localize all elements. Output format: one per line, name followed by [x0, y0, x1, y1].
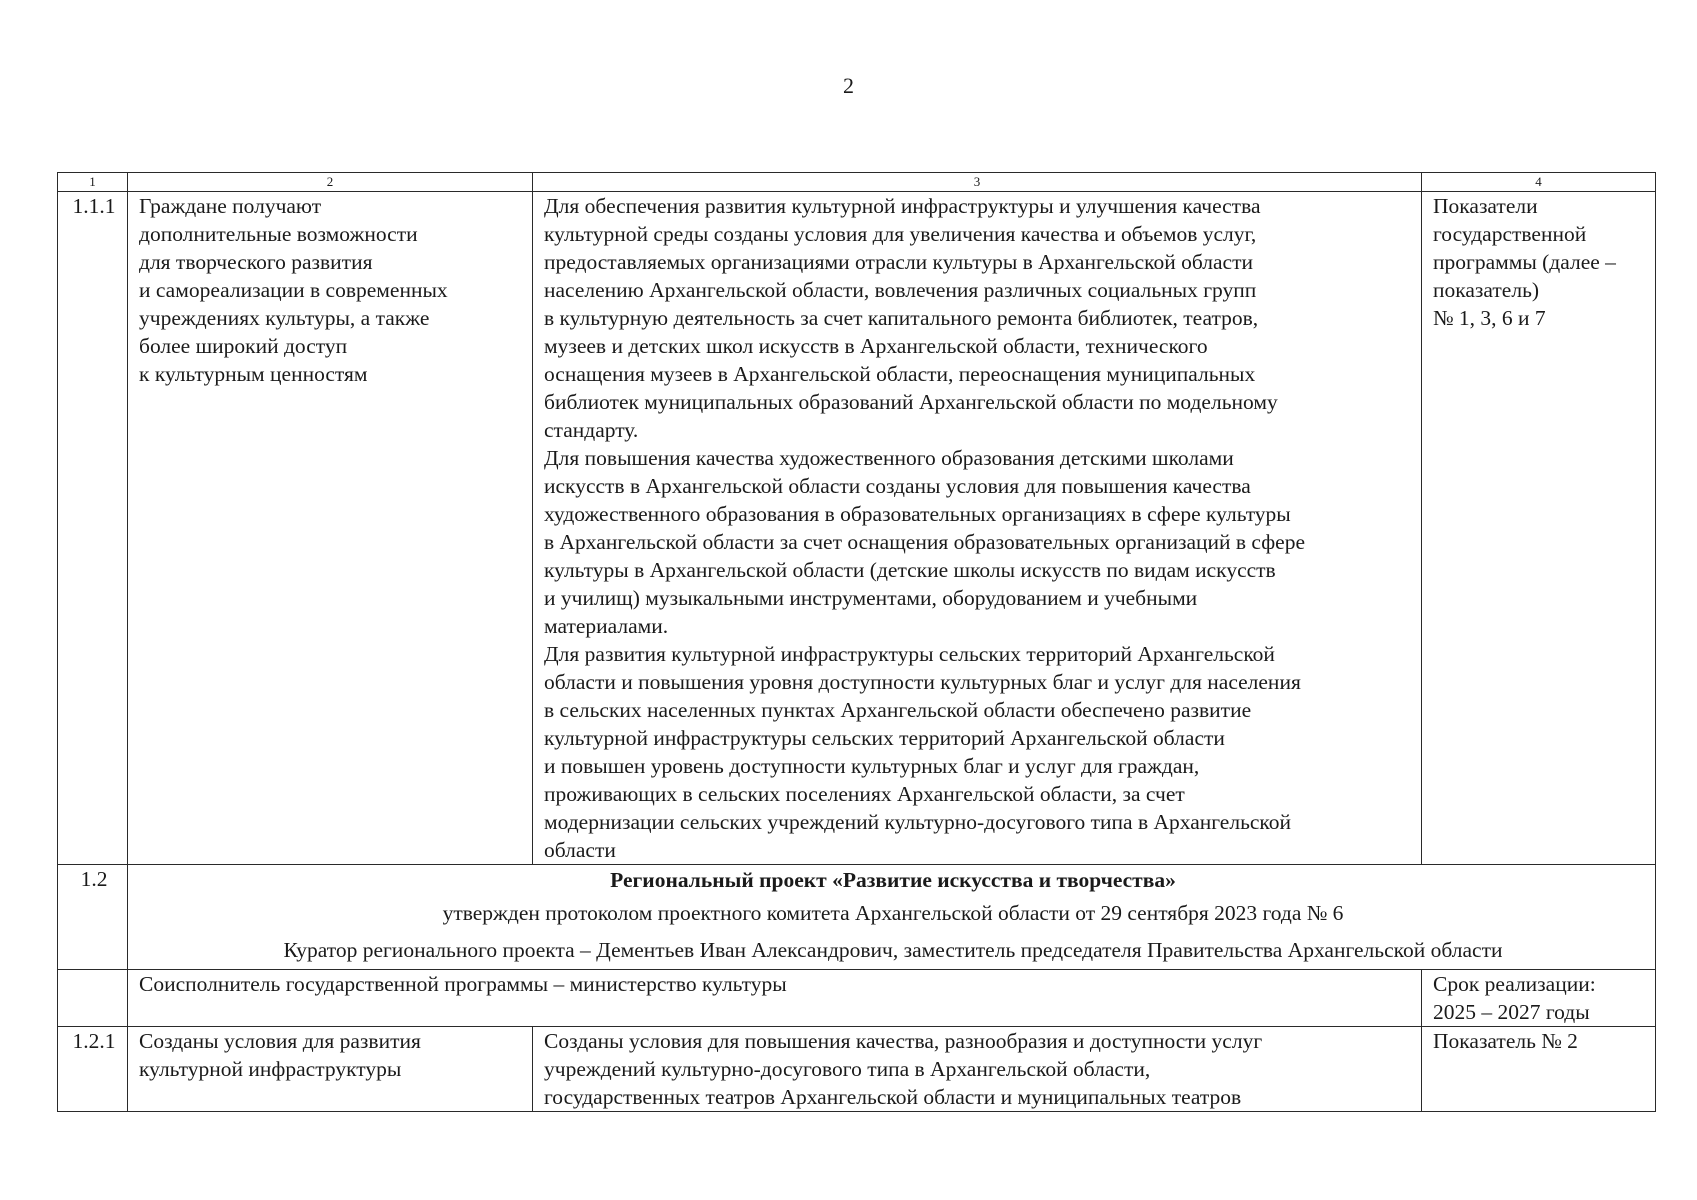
- indicator-line: Показатели: [1433, 194, 1538, 218]
- task-line: дополнительные возможности: [139, 222, 418, 246]
- description-line: и повышен уровень доступности культурных благ и услуг для граждан,: [544, 754, 1200, 778]
- empty-cell: [58, 970, 128, 1027]
- column-number-2: 2: [128, 173, 533, 192]
- row-number: 1.2: [58, 865, 128, 970]
- description-line: и училищ) музыкальными инструментами, оборудованием и учебными: [544, 586, 1198, 610]
- description-cell: [533, 192, 1422, 865]
- description-line: Для развития культурной инфраструктуры сельских территорий Архангельской: [544, 642, 1275, 666]
- description-line: учреждений культурно-досугового типа в Архангельской области,: [544, 1057, 1151, 1081]
- description-line: художественного образования в образовательных организациях в сфере культуры: [544, 502, 1291, 526]
- description-line: стандарту.: [544, 418, 639, 442]
- task-line: учреждениях культуры, а также: [139, 306, 430, 330]
- curator-line: Куратор регионального проекта – Дементьев Иван Александрович, заместитель председателя Правительства Архангельской области: [283, 938, 1503, 962]
- description-line: предоставляемых организациями отрасли культуры в Архангельской области: [544, 250, 1253, 274]
- description-line: искусств в Архангельской области созданы условия для повышения качества: [544, 474, 1251, 498]
- description-line: Для обеспечения развития культурной инфраструктуры и улучшения качества: [544, 194, 1261, 218]
- task-line: для творческого развития: [139, 250, 373, 274]
- column-number-1: 1: [58, 173, 128, 192]
- task-line: Граждане получают: [139, 194, 322, 218]
- table-row-1-1-1: [58, 192, 1656, 865]
- task-line: и самореализации в современных: [139, 278, 448, 302]
- description-line: области: [544, 838, 616, 862]
- term-line: Срок реализации:: [1433, 972, 1596, 996]
- column-number-row: [58, 173, 1656, 192]
- page-number: 2: [843, 73, 854, 98]
- approval-line: утвержден протоколом проектного комитета Архангельской области от 29 сентября 2023 года № 6: [442, 901, 1344, 925]
- row-number: 1.2.1: [58, 1027, 128, 1112]
- description-cell: [533, 1027, 1422, 1112]
- description-line: в культурную деятельность за счет капитального ремонта библиотек, театров,: [544, 306, 1259, 330]
- indicator-line: программы (далее –: [1433, 250, 1616, 274]
- description-line: государственных театров Архангельской области и муниципальных театров: [544, 1085, 1242, 1109]
- term-cell: [1422, 970, 1656, 1027]
- task-line: более широкий доступ: [139, 334, 348, 358]
- description-line: библиотек муниципальных образований Архангельской области по модельному: [544, 390, 1278, 414]
- task-line: Созданы условия для развития: [139, 1029, 421, 1053]
- indicator-line: № 1, 3, 6 и 7: [1433, 306, 1546, 330]
- program-table: [57, 172, 1656, 1112]
- description-line: оснащения музеев в Архангельской области, переоснащения муниципальных: [544, 362, 1256, 386]
- description-line: области и повышения уровня доступности культурных благ и услуг для населения: [544, 670, 1301, 694]
- regional-project-block: [128, 865, 1656, 970]
- description-line: культуры в Архангельской области (детские школы искусств по видам искусств: [544, 558, 1276, 582]
- coexecutor-text: Соисполнитель государственной программы – министерство культуры: [139, 972, 787, 996]
- description-line: музеев и детских школ искусств в Архангельской области, технического: [544, 334, 1208, 358]
- description-line: культурной среды созданы условия для увеличения качества и объемов услуг,: [544, 222, 1257, 246]
- description-line: культурной инфраструктуры сельских территорий Архангельской области: [544, 726, 1225, 750]
- description-line: модернизации сельских учреждений культурно-досугового типа в Архангельской: [544, 810, 1292, 834]
- indicators-cell: [1422, 192, 1656, 865]
- table-row-1-2-1: [58, 1027, 1656, 1112]
- description-line: материалами.: [544, 614, 669, 638]
- task-line: культурной инфраструктуры: [139, 1057, 402, 1081]
- task-cell: [128, 192, 533, 865]
- task-line: к культурным ценностям: [139, 362, 368, 386]
- indicator-line: показатель): [1433, 278, 1540, 302]
- table-row-1-2: [58, 865, 1656, 970]
- indicator-line: государственной: [1433, 222, 1587, 246]
- task-cell: [128, 1027, 533, 1112]
- description-line: населению Архангельской области, вовлечения различных социальных групп: [544, 278, 1257, 302]
- description-line: проживающих в сельских поселениях Архангельской области, за счет: [544, 782, 1185, 806]
- column-number-4: 4: [1422, 173, 1656, 192]
- indicator-line: Показатель № 2: [1433, 1029, 1578, 1053]
- description-line: в Архангельской области за счет оснащения образовательных организаций в сфере: [544, 530, 1306, 554]
- coexecutor-cell: [128, 970, 1422, 1027]
- description-line: в сельских населенных пунктах Архангельской области обеспечено развитие: [544, 698, 1252, 722]
- column-number-3: 3: [533, 173, 1422, 192]
- description-line: Созданы условия для повышения качества, разнообразия и доступности услуг: [544, 1029, 1263, 1053]
- table-row-coexecutor: [58, 970, 1656, 1027]
- term-line: 2025 – 2027 годы: [1433, 1000, 1590, 1024]
- description-line: Для повышения качества художественного образования детскими школами: [544, 446, 1234, 470]
- regional-project-title: Региональный проект «Развитие искусства и творчества»: [610, 868, 1176, 892]
- indicators-cell: [1422, 1027, 1656, 1112]
- row-number: 1.1.1: [58, 192, 128, 865]
